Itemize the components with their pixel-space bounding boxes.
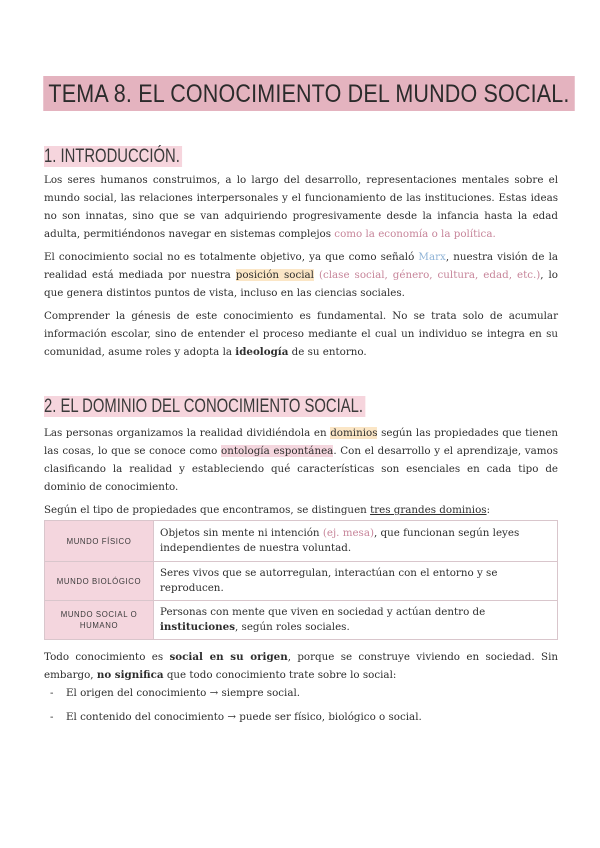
section-heading-text: 2. EL DOMINIO DEL CONOCIMIENTO SOCIAL. [44,396,365,417]
list-item-text: El contenido del conocimiento → puede ser físico, biológico o social. [66,711,422,723]
highlight-dominios: dominios [330,427,378,439]
table-row [45,521,558,562]
paragraph-text: Los seres humanos construimos, a lo largo del desarrollo, representaciones mentales sobre el mundo social, las relaciones interpersonales y el funcionamiento de las instituciones. Estas ideas no son innatas, sino que se van adquiriendo progresivamente desde la infancia hasta la edad adulta, permitiéndonos navegar en sistemas complejos [44,174,558,240]
section-heading-text: 1. INTRODUCCIÓN. [44,146,182,167]
document-title: TEMA 8. EL CONOCIMIENTO DEL MUNDO SOCIAL. [43,76,574,111]
highlight-ontologia: ontología espontánea [221,445,334,457]
cell-text: Objetos sin mente ni intención [160,527,323,539]
list-item [44,708,558,726]
bold-social-origen: social en su origen [169,651,288,663]
paragraph-text: que todo conocimiento trate sobre lo social: [163,669,397,681]
section-heading-introduccion [44,146,182,168]
paragraph-text: de su entorno. [288,346,367,358]
paragraph-intro-2 [44,248,558,302]
bold-instituciones: instituciones [160,621,235,633]
table-label: MUNDO BIOLÓGICO [45,562,154,601]
section-heading-dominio [44,396,365,418]
paragraph-intro-1 [44,171,558,243]
paragraph-dominio-2 [44,501,558,519]
table-row [45,562,558,601]
paragraph-text: . Con el desarrollo y el aprendizaje, vamos clasificando la realidad y estableciendo qué características son esenciales en cada tipo de dominio de conocimiento. [44,445,558,493]
bold-ideologia: ideología [235,346,289,358]
bold-no-significa: no significa [96,669,164,681]
table-cell [154,521,558,562]
table-label: MUNDO SOCIAL O HUMANO [45,601,154,640]
domains-table [44,520,558,640]
paragraph-text: El conocimiento social no es totalmente objetivo, ya que como señaló [44,251,419,263]
dash-bullet: - [50,687,54,699]
paragraph-text: Comprender la génesis de este conocimiento es fundamental. No se trata solo de acumular información escolar, sino de entender el proceso mediante el cual un individuo se integra en su comunidad, asume roles y adopta la [44,310,558,358]
paragraph-text: según las propiedades que tienen las cosas, lo que se conoce como [44,427,558,457]
paragraph-text: Según el tipo de propiedades que encontramos, se distinguen [44,504,371,516]
paragraph-text: , porque se construye viviendo en sociedad. Sin embargo, [44,651,559,681]
marx-name: Marx [418,251,446,263]
paragraph-text: : [486,504,491,516]
table-label: MUNDO FÍSICO [45,521,154,562]
highlight-posicion-social: posición social [235,269,314,281]
paragraph-text: Todo conocimiento es [44,651,170,663]
table-row [45,601,558,640]
paragraph-text: , lo que genera distintos puntos de vista, incluso en las ciencias sociales. [44,269,559,299]
title-wrap [0,76,600,111]
pink-note: como la economía o la política. [334,228,496,240]
table-cell [154,562,558,601]
table-cell [154,601,558,640]
list-item-text: El origen del conocimiento → siempre social. [66,687,301,699]
list-item [44,684,558,702]
paragraph-dominio-1 [44,424,558,496]
cell-text: , que funcionan según leyes independientes de nuestra voluntad. [160,527,520,554]
cell-text: Personas con mente que viven en sociedad y actúan dentro de [160,606,486,618]
dash-bullet: - [50,711,54,723]
pink-note: (ej. mesa) [322,527,374,539]
paragraph-text: , nuestra visión de la realidad está mediada por nuestra [44,251,558,281]
paragraph-text: Las personas organizamos la realidad dividiéndola en [44,427,331,439]
paragraph-intro-3 [44,307,558,361]
paragraph-dominio-3 [44,648,558,684]
cell-text: , según roles sociales. [235,621,350,633]
cell-text: Seres vivos que se autorregulan, interactúan con el entorno y se reproducen. [160,567,498,594]
underline-tres-dominios: tres grandes dominios [370,504,487,516]
pink-note: (clase social, género, cultura, edad, etc.) [318,269,541,281]
bullet-list [44,684,558,732]
